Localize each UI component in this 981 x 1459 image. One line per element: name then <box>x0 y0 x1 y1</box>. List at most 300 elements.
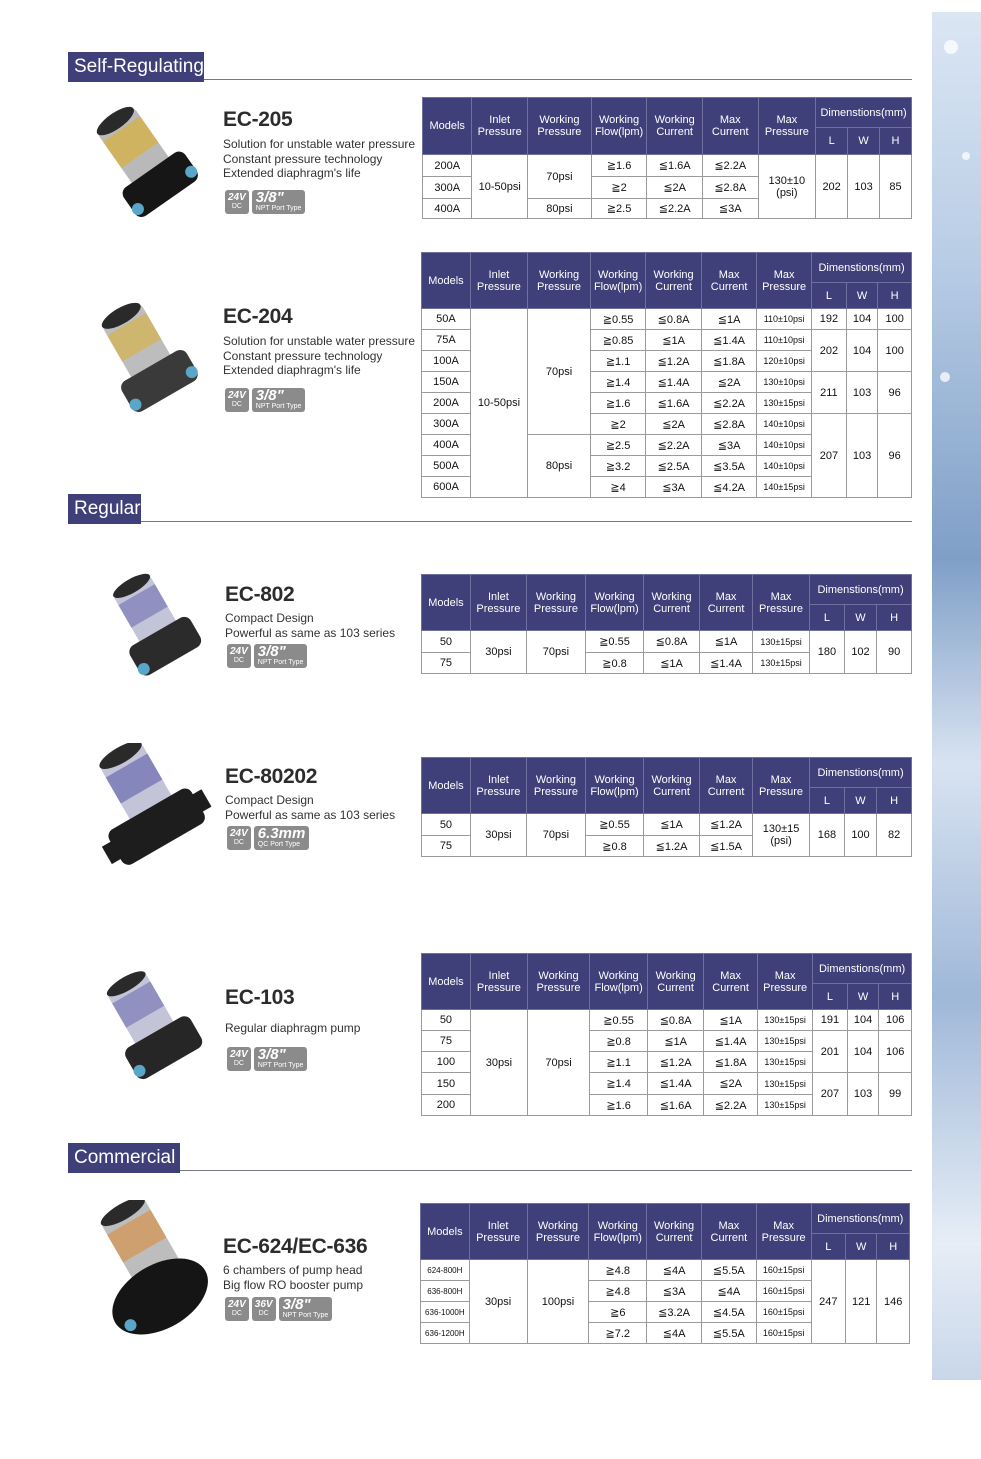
table-row <box>422 954 912 984</box>
water-drop <box>962 152 970 160</box>
table-cell: 300A <box>422 414 471 435</box>
table-cell: ≦1A <box>646 330 702 351</box>
table-header-cell: Working Flow(lpm) <box>589 1204 647 1260</box>
table-cell: 168 <box>810 814 845 857</box>
table-cell: ≦3A <box>646 477 702 498</box>
table-header-cell: H <box>877 1234 910 1260</box>
table-row <box>421 1204 910 1234</box>
header-working-pressure: Working Pressure <box>527 98 591 155</box>
table-row <box>422 575 912 605</box>
table-header-cell: Working Flow(lpm) <box>585 758 643 814</box>
table-cell: 30psi <box>469 1260 527 1344</box>
table-header-cell: Dimenstions(mm) <box>810 575 912 605</box>
table-cell: 96 <box>878 372 912 414</box>
table-cell: 200 <box>422 1095 471 1116</box>
table-cell: 192 <box>812 309 847 330</box>
table-cell: 50 <box>422 814 471 836</box>
table-cell: ≦1.8A <box>704 1052 758 1073</box>
table-cell: ≦1.2A <box>700 814 753 836</box>
table-cell: 130±15 (psi) <box>753 814 810 857</box>
table-cell: ≧4.8 <box>589 1281 647 1302</box>
table-cell: 130±15psi <box>757 393 812 414</box>
product-name: EC-80202 <box>225 765 318 788</box>
port-badge: 3/8" NPT Port Type <box>252 190 306 214</box>
section-divider <box>141 521 912 522</box>
pump-image-ec624 <box>75 1200 217 1340</box>
table-header-cell: Max Current <box>700 575 753 631</box>
table-header-cell: W <box>846 283 878 309</box>
section-title-commercial: Commercial <box>68 1143 180 1173</box>
table-cell: 400A <box>423 199 472 219</box>
table-header-cell: H <box>878 283 912 309</box>
table-cell: 200A <box>422 393 471 414</box>
table-row <box>422 309 912 330</box>
table-cell: ≦2.2A <box>646 435 702 456</box>
product-name: EC-103 <box>225 986 295 1009</box>
table-header-cell: Working Current <box>648 954 704 1010</box>
table-cell: 140±10psi <box>757 456 812 477</box>
table-cell: ≧6 <box>589 1302 647 1323</box>
table-header-cell: H <box>879 984 912 1010</box>
table-header-cell: Models <box>422 954 471 1010</box>
table-cell: ≦4A <box>647 1260 702 1281</box>
table-cell: ≧1.1 <box>591 351 646 372</box>
table-cell: 140±10psi <box>757 414 812 435</box>
table-row <box>423 155 912 177</box>
spec-table-ec204 <box>421 252 912 498</box>
table-cell: ≦1.4A <box>702 330 757 351</box>
table-header-cell: Models <box>422 253 471 309</box>
table-cell: 202 <box>816 155 848 219</box>
table-cell: ≦2.5A <box>646 456 702 477</box>
table-header-cell: Working Flow(lpm) <box>590 954 648 1010</box>
product-badges <box>225 388 305 412</box>
table-cell: ≦5.5A <box>701 1260 756 1281</box>
table-cell: 50 <box>422 631 471 653</box>
table-header-cell: L <box>812 283 847 309</box>
table-cell: 80psi <box>527 435 590 498</box>
table-cell: 70psi <box>526 631 585 674</box>
table-row <box>422 758 912 788</box>
table-cell: ≦1.4A <box>704 1031 758 1052</box>
table-cell: 10-50psi <box>470 309 527 498</box>
port-badge: 3/8" NPT Port Type <box>279 1297 333 1321</box>
table-header-cell: W <box>844 788 877 814</box>
table-cell: ≦2A <box>647 177 703 199</box>
table-cell: ≧0.55 <box>590 1010 648 1031</box>
table-cell: 140±15psi <box>757 477 812 498</box>
table-cell: ≧2 <box>591 414 646 435</box>
table-cell: ≦1A <box>702 309 757 330</box>
table-cell: 130±15psi <box>753 653 810 674</box>
pump-image-ec802 <box>90 573 216 685</box>
voltage-badge: 24V DC <box>227 1047 251 1071</box>
table-cell: ≦1.6A <box>646 393 702 414</box>
water-drop <box>940 372 950 382</box>
table-cell: 106 <box>879 1010 912 1031</box>
product-description: Compact Design Powerful as same as 103 series <box>225 793 396 822</box>
table-cell: ≧0.55 <box>585 631 643 653</box>
table-header-cell: Dimenstions(mm) <box>812 253 912 283</box>
table-cell: ≦2.2A <box>704 1095 758 1116</box>
table-cell: ≧1.4 <box>591 372 646 393</box>
table-cell: ≦4A <box>647 1323 702 1344</box>
table-cell: ≦1A <box>644 814 700 836</box>
table-cell: ≦0.8A <box>644 631 700 653</box>
table-cell: 80psi <box>527 199 591 219</box>
table-cell: 110±10psi <box>757 330 812 351</box>
spec-table-ec80202 <box>421 757 912 857</box>
table-row <box>422 253 912 283</box>
table-header-cell: H <box>877 605 912 631</box>
table-cell: ≦2A <box>702 372 757 393</box>
table-cell: 300A <box>423 177 472 199</box>
table-cell: 30psi <box>470 1010 527 1116</box>
table-header-cell: L <box>816 128 848 155</box>
table-cell: 247 <box>811 1260 845 1344</box>
table-header-cell: Max Pressure <box>757 253 812 309</box>
table-header-cell: Working Pressure <box>526 575 585 631</box>
voltage-badge: 24V DC <box>225 388 249 412</box>
table-cell: 106 <box>879 1031 912 1073</box>
table-cell: 75A <box>422 330 471 351</box>
table-cell: 70psi <box>527 155 591 199</box>
table-header-cell: Working Current <box>644 575 700 631</box>
product-description: Regular diaphragm pump <box>225 1021 361 1035</box>
table-header-cell: Models <box>422 758 471 814</box>
table-header-cell: W <box>848 128 880 155</box>
table-cell: ≦1.8A <box>702 351 757 372</box>
product-name: EC-205 <box>223 108 293 131</box>
table-header-cell: Dimenstions(mm) <box>810 758 912 788</box>
table-header-cell: Working Flow(lpm) <box>591 253 646 309</box>
table-cell: ≦1.2A <box>644 836 700 857</box>
section-title-self-regulating: Self-Regulating <box>68 52 204 82</box>
table-cell: 100A <box>422 351 471 372</box>
table-cell: ≦3.5A <box>702 456 757 477</box>
table-cell: ≦0.8A <box>648 1010 704 1031</box>
water-drop <box>944 40 958 54</box>
table-cell: 110±10psi <box>757 309 812 330</box>
table-cell: ≦3.2A <box>647 1302 702 1323</box>
table-cell: ≦2.2A <box>702 393 757 414</box>
table-cell: 191 <box>813 1010 848 1031</box>
voltage-badge: 24V DC <box>225 190 249 214</box>
table-cell: ≧1.4 <box>590 1073 648 1095</box>
table-cell: ≦0.8A <box>646 309 702 330</box>
product-name: EC-204 <box>223 305 293 328</box>
spec-table-ec624 <box>420 1203 910 1344</box>
table-header-cell: H <box>879 128 911 155</box>
table-cell: ≦3A <box>702 199 758 219</box>
table-cell: 82 <box>877 814 912 857</box>
table-header-cell: Dimenstions(mm) <box>813 954 912 984</box>
table-cell: 103 <box>846 372 878 414</box>
table-cell: 120±10psi <box>757 351 812 372</box>
table-cell: 130±15psi <box>758 1073 813 1095</box>
table-cell: 99 <box>879 1073 912 1116</box>
table-cell: ≦1A <box>648 1031 704 1052</box>
table-header-cell: Max Pressure <box>753 758 810 814</box>
product-badges <box>227 644 307 668</box>
table-cell: ≦1.6A <box>647 155 703 177</box>
table-cell: ≦1.2A <box>648 1052 704 1073</box>
spec-table-ec205 <box>422 97 912 219</box>
voltage-badge: 24V DC <box>225 1297 249 1321</box>
table-header-cell: L <box>810 605 845 631</box>
table-cell: 150A <box>422 372 471 393</box>
table-cell: 180 <box>810 631 845 674</box>
table-header-cell: Inlet Pressure <box>470 954 527 1010</box>
table-cell: 102 <box>844 631 877 674</box>
table-header-cell: Working Pressure <box>526 758 585 814</box>
table-cell: 103 <box>847 1073 879 1116</box>
table-cell: ≦1.4A <box>648 1073 704 1095</box>
product-badges <box>227 1047 307 1071</box>
header-working-current: Working Current <box>647 98 703 155</box>
pump-image-ec80202 <box>68 743 218 873</box>
table-cell: ≦2A <box>704 1073 758 1095</box>
table-cell: ≧4.8 <box>589 1260 647 1281</box>
table-cell: ≧2.5 <box>591 199 647 219</box>
table-header-cell: W <box>844 605 877 631</box>
table-header-cell: Models <box>422 575 471 631</box>
product-badges <box>227 826 309 850</box>
table-cell: ≦2.2A <box>702 155 758 177</box>
table-cell: ≧2 <box>591 177 647 199</box>
table-cell: ≦5.5A <box>701 1323 756 1344</box>
product-name: EC-802 <box>225 583 295 606</box>
table-cell: 103 <box>848 155 880 219</box>
header-models: Models <box>423 98 472 155</box>
table-cell: ≦1.5A <box>700 836 753 857</box>
product-badges <box>225 1297 332 1321</box>
table-cell: 100 <box>422 1052 471 1073</box>
table-header-cell: L <box>811 1234 845 1260</box>
table-cell: 104 <box>847 1031 879 1073</box>
table-cell: ≧7.2 <box>589 1323 647 1344</box>
table-cell: 30psi <box>470 814 526 857</box>
header-dimensions: Dimenstions(mm) <box>816 98 912 128</box>
table-header-cell: Max Current <box>702 253 757 309</box>
voltage-badge: 36V DC <box>252 1297 276 1321</box>
section-divider <box>180 1170 912 1171</box>
table-cell: 100psi <box>527 1260 589 1344</box>
table-cell: 130±15psi <box>758 1031 813 1052</box>
table-cell: 160±15psi <box>756 1281 811 1302</box>
table-cell: 600A <box>422 477 471 498</box>
table-cell: ≧1.6 <box>591 393 646 414</box>
port-badge: 6.3mm QC Port Type <box>254 826 310 850</box>
table-cell: ≦1A <box>704 1010 758 1031</box>
table-header-cell: Dimenstions(mm) <box>811 1204 909 1234</box>
table-cell: ≧1.6 <box>590 1095 648 1116</box>
table-header-cell: Max Pressure <box>758 954 813 1010</box>
table-cell: ≧1.6 <box>591 155 647 177</box>
table-header-cell: Models <box>421 1204 470 1260</box>
table-cell: 10-50psi <box>472 155 528 219</box>
table-cell: 146 <box>877 1260 910 1344</box>
product-description: Solution for unstable water pressure Constant pressure technology Extended diaphragm's life <box>223 334 416 378</box>
header-working-flow: Working Flow(lpm) <box>591 98 647 155</box>
table-cell: ≦1.4A <box>646 372 702 393</box>
table-cell: 211 <box>812 372 847 414</box>
table-cell: ≧1.1 <box>590 1052 648 1073</box>
header-max-pressure: Max Pressure <box>758 98 816 155</box>
table-row <box>422 814 912 836</box>
table-cell: 636-800H <box>421 1281 470 1302</box>
table-header-cell: Max Current <box>704 954 758 1010</box>
table-row <box>422 631 912 653</box>
table-header-cell: Working Pressure <box>527 1204 589 1260</box>
table-cell: ≦2.8A <box>702 414 757 435</box>
table-cell: 100 <box>844 814 877 857</box>
table-cell: 96 <box>878 414 912 498</box>
table-cell: 100 <box>878 330 912 372</box>
table-cell: ≦2A <box>646 414 702 435</box>
table-cell: 130±15psi <box>758 1095 813 1116</box>
table-cell: 50A <box>422 309 471 330</box>
pump-image-ec204 <box>80 302 210 420</box>
table-cell: ≧0.8 <box>590 1031 648 1052</box>
table-row <box>423 98 912 128</box>
table-cell: 85 <box>879 155 911 219</box>
table-cell: 150 <box>422 1073 471 1095</box>
table-cell: 636-1000H <box>421 1302 470 1323</box>
table-cell: 130±15psi <box>758 1052 813 1073</box>
table-cell: 75 <box>422 1031 471 1052</box>
table-cell: ≦2.8A <box>702 177 758 199</box>
table-cell: 104 <box>846 330 878 372</box>
table-header-cell: Max Current <box>700 758 753 814</box>
table-header-cell: L <box>810 788 845 814</box>
section-divider <box>204 79 912 80</box>
voltage-badge: 24V DC <box>227 644 251 668</box>
table-header-cell: Max Current <box>701 1204 756 1260</box>
table-cell: ≦3A <box>702 435 757 456</box>
water-splash-decoration <box>932 12 981 1380</box>
header-max-current: Max Current <box>702 98 758 155</box>
table-cell: 75 <box>422 836 471 857</box>
table-cell: 160±15psi <box>756 1260 811 1281</box>
table-header-cell: Working Current <box>644 758 700 814</box>
table-cell: 75 <box>422 653 471 674</box>
product-description: Compact Design Powerful as same as 103 series <box>225 611 396 640</box>
port-badge: 3/8" NPT Port Type <box>254 1047 308 1071</box>
table-cell: ≧4 <box>591 477 646 498</box>
table-row <box>422 1010 912 1031</box>
table-cell: ≦4A <box>701 1281 756 1302</box>
table-cell: 140±10psi <box>757 435 812 456</box>
table-cell: 130±10 (psi) <box>758 155 816 219</box>
table-header-cell: W <box>846 1234 877 1260</box>
table-header-cell: Working Pressure <box>527 253 590 309</box>
table-cell: 624-800H <box>421 1260 470 1281</box>
table-header-cell: W <box>847 984 879 1010</box>
table-cell: 70psi <box>527 1010 589 1116</box>
voltage-badge: 24V DC <box>227 826 251 850</box>
table-header-cell: Working Flow(lpm) <box>585 575 643 631</box>
table-cell: 103 <box>846 414 878 498</box>
table-cell: 130±15psi <box>753 631 810 653</box>
table-cell: ≦1A <box>700 631 753 653</box>
table-cell: 202 <box>812 330 847 372</box>
table-header-cell: H <box>877 788 912 814</box>
product-description: Solution for unstable water pressure Constant pressure technology Extended diaphragm's life <box>223 137 416 181</box>
port-badge: 3/8" NPT Port Type <box>252 388 306 412</box>
table-cell: ≦1A <box>644 653 700 674</box>
table-cell: 90 <box>877 631 912 674</box>
table-cell: ≧0.55 <box>585 814 643 836</box>
table-cell: ≧2.5 <box>591 435 646 456</box>
table-cell: 104 <box>847 1010 879 1031</box>
table-header-cell: Max Pressure <box>753 575 810 631</box>
table-cell: 30psi <box>470 631 526 674</box>
table-cell: 160±15psi <box>756 1323 811 1344</box>
table-cell: 121 <box>846 1260 877 1344</box>
port-badge: 3/8" NPT Port Type <box>254 644 308 668</box>
header-inlet-pressure: Inlet Pressure <box>472 98 528 155</box>
spec-table-ec103 <box>421 953 912 1116</box>
table-cell: 207 <box>812 414 847 498</box>
table-cell: 50 <box>422 1010 471 1031</box>
table-cell: 400A <box>422 435 471 456</box>
table-header-cell: L <box>813 984 848 1010</box>
table-cell: 70psi <box>526 814 585 857</box>
table-header-cell: Inlet Pressure <box>469 1204 527 1260</box>
table-row <box>421 1260 910 1281</box>
table-cell: ≦4.2A <box>702 477 757 498</box>
table-cell: 104 <box>846 309 878 330</box>
table-cell: 636-1200H <box>421 1323 470 1344</box>
table-cell: ≦2.2A <box>647 199 703 219</box>
pump-image-ec205 <box>78 103 208 225</box>
table-cell: 207 <box>813 1073 848 1116</box>
table-header-cell: Working Current <box>646 253 702 309</box>
table-cell: ≧0.55 <box>591 309 646 330</box>
table-header-cell: Inlet Pressure <box>470 575 526 631</box>
table-header-cell: Working Current <box>647 1204 702 1260</box>
table-cell: 70psi <box>527 309 590 435</box>
table-header-cell: Max Pressure <box>756 1204 811 1260</box>
table-cell: ≧0.8 <box>585 653 643 674</box>
table-header-cell: Inlet Pressure <box>470 253 527 309</box>
table-cell: 200A <box>423 155 472 177</box>
table-cell: ≦3A <box>647 1281 702 1302</box>
product-description: 6 chambers of pump head Big flow RO booster pump <box>223 1263 364 1292</box>
table-cell: 201 <box>813 1031 848 1073</box>
product-badges <box>225 190 305 214</box>
table-cell: ≧0.85 <box>591 330 646 351</box>
spec-table-ec802 <box>421 574 912 674</box>
table-header-cell: Working Pressure <box>527 954 589 1010</box>
section-title-regular: Regular <box>68 494 141 524</box>
table-cell: ≧0.8 <box>585 836 643 857</box>
table-cell: 130±10psi <box>757 372 812 393</box>
table-cell: ≧3.2 <box>591 456 646 477</box>
table-cell: ≦4.5A <box>701 1302 756 1323</box>
table-cell: 100 <box>878 309 912 330</box>
table-cell: ≦1.4A <box>700 653 753 674</box>
pump-image-ec103 <box>85 970 215 1088</box>
table-cell: ≦1.6A <box>648 1095 704 1116</box>
table-cell: 160±15psi <box>756 1302 811 1323</box>
table-cell: 500A <box>422 456 471 477</box>
product-name: EC-624/EC-636 <box>223 1235 368 1258</box>
table-cell: 130±15psi <box>758 1010 813 1031</box>
table-cell: ≦1.2A <box>646 351 702 372</box>
table-header-cell: Inlet Pressure <box>470 758 526 814</box>
